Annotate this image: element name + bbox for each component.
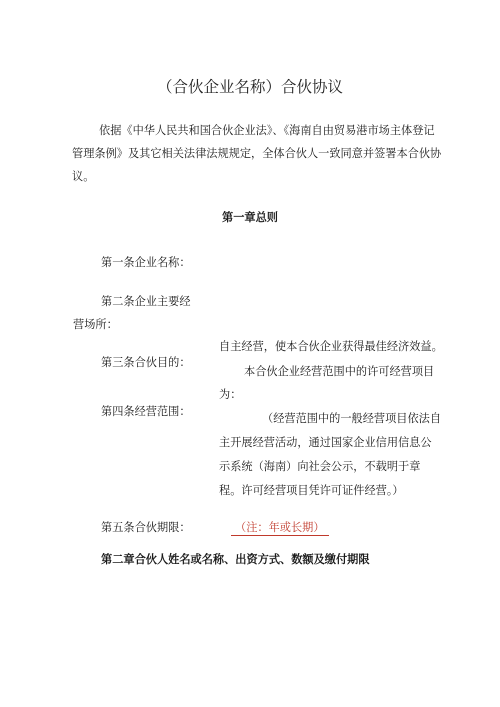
- article-1-label: 第一条企业名称：: [101, 256, 191, 269]
- article-3-label: 第三条合伙目的：: [101, 356, 191, 369]
- article-4-note-line1: （经营范围中的一般经营项目依法自: [262, 412, 442, 425]
- article-3-text: 自主经营，使本合伙企业获得最佳经济效益。: [219, 340, 443, 353]
- chapter-2-heading: 第二章合伙人姓名或名称、出资方式、数额及缴付期限: [101, 552, 370, 566]
- document-title: （合伙企业名称）合伙协议: [156, 78, 343, 96]
- chapter-1-heading: 第一章总则: [222, 210, 278, 224]
- article-4-note-line3: 示系统（海南）向社会公示，不载明于章: [219, 460, 421, 473]
- article-4-note-line4: 程。许可经营项目凭许可证件经营。）: [219, 484, 404, 497]
- article-4-note-line2: 主开展经营活动，通过国家企业信用信息公: [219, 436, 432, 449]
- article-4-intro-line1: 本合伙企业经营范围中的许可经营项目: [244, 365, 435, 378]
- article-5-annotation: [231, 516, 329, 539]
- article-2-label-line2: 营场所：: [73, 318, 118, 331]
- article-4-intro-line2: 为：: [219, 388, 242, 401]
- article-5-label: 第五条合伙期限：: [101, 521, 191, 534]
- intro-paragraph: 依据《中华人民共和国合伙企业法》、《海南自由贸易港市场主体登记管理条例》及其它相关法律法规规定，全体合伙人一致同意并签署本合伙协议。: [72, 124, 442, 183]
- article-4-label: 第四条经营范围：: [101, 405, 191, 418]
- term-annotation: （注：年或长期）: [231, 521, 329, 536]
- article-2-label-line1: 第二条企业主要经: [101, 295, 191, 308]
